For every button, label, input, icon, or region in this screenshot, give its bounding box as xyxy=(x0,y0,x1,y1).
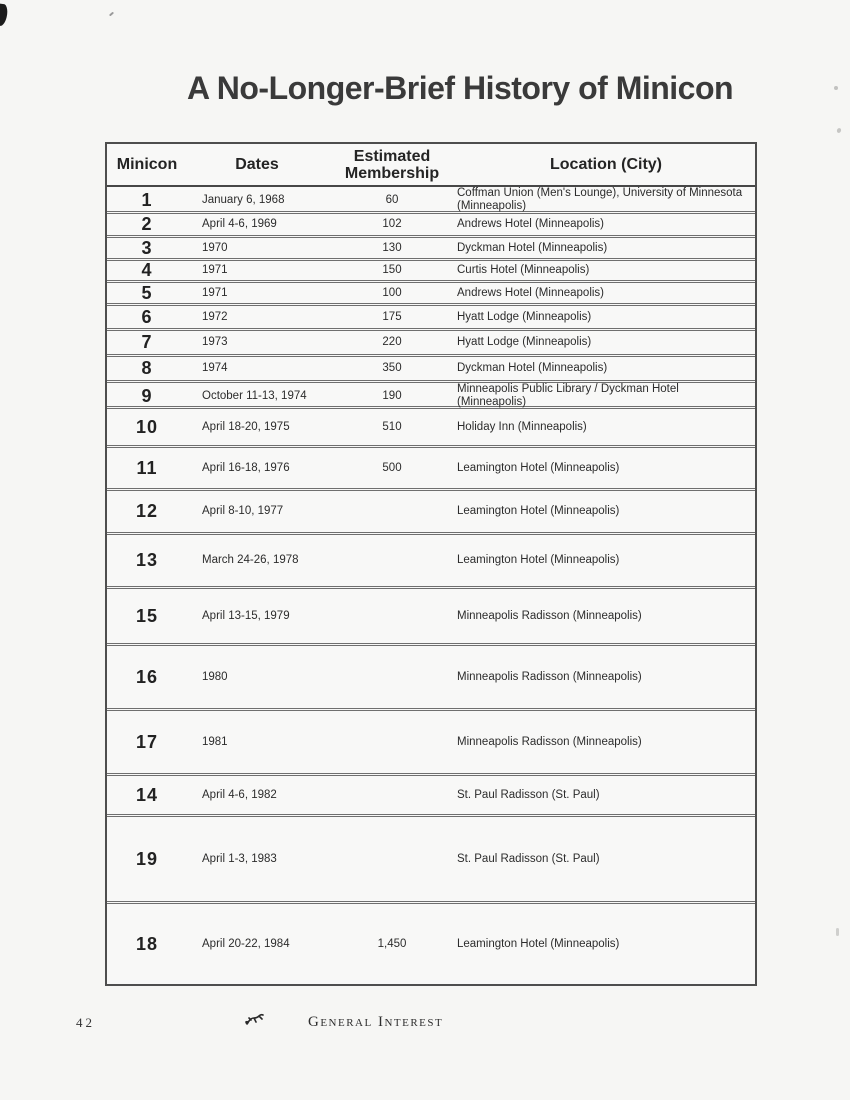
cell-membership: 100 xyxy=(382,286,402,299)
cell-location: Dyckman Hotel (Minneapolis) xyxy=(457,241,608,254)
cell-membership: 220 xyxy=(382,336,402,348)
cell-membership: 350 xyxy=(382,362,402,374)
cell-membership: 500 xyxy=(382,461,402,474)
table-body xyxy=(107,187,755,984)
page-number: 42 xyxy=(76,1015,95,1030)
cell-location: Curtis Hotel (Minneapolis) xyxy=(457,264,590,276)
table-header-row xyxy=(107,144,755,187)
cell-dates: 1973 xyxy=(202,336,228,348)
cell-location: Andrews Hotel (Minneapolis) xyxy=(457,286,605,299)
cell-minicon: 11 xyxy=(136,457,158,478)
cell-dates: April 1-3, 1983 xyxy=(202,852,277,865)
cell-minicon: 17 xyxy=(135,731,159,752)
cell-location: Minneapolis Radisson (Minneapolis) xyxy=(457,670,642,683)
cell-minicon: 9 xyxy=(141,385,153,406)
column-header: Estimated Membership xyxy=(344,147,440,182)
cell-dates: 1972 xyxy=(202,310,228,323)
cell-membership: 130 xyxy=(382,241,402,254)
cell-location: Minneapolis Radisson (Minneapolis) xyxy=(457,735,642,748)
cell-minicon: 12 xyxy=(135,501,159,521)
cell-location: St. Paul Radisson (St. Paul) xyxy=(457,852,600,865)
cell-dates: 1970 xyxy=(202,241,228,254)
scan-artifact xyxy=(836,928,839,936)
table-row xyxy=(107,776,755,817)
scan-artifact xyxy=(834,86,838,90)
cell-dates: April 13-15, 1979 xyxy=(202,609,290,622)
cell-dates: April 20-22, 1984 xyxy=(202,937,290,950)
cell-location: St. Paul Radisson (St. Paul) xyxy=(457,788,600,801)
cell-minicon: 1 xyxy=(141,189,153,210)
cell-minicon: 10 xyxy=(135,416,159,437)
cell-location: Hyatt Lodge (Minneapolis) xyxy=(457,336,592,348)
cell-dates: 1980 xyxy=(202,670,228,683)
cell-location: Minneapolis Public Library / Dyckman Hotel (Minneapolis) xyxy=(457,383,679,408)
cell-membership: 1,450 xyxy=(377,937,407,950)
cell-dates: April 16-18, 1976 xyxy=(202,461,290,474)
cell-dates: April 4-6, 1969 xyxy=(202,218,277,230)
cell-minicon: 6 xyxy=(141,306,153,327)
cell-minicon: 15 xyxy=(135,605,159,626)
table-row xyxy=(107,535,755,589)
cell-location: Minneapolis Radisson (Minneapolis) xyxy=(457,609,642,622)
table-row xyxy=(107,306,755,331)
column-header: Location (City) xyxy=(550,156,662,173)
cell-membership: 510 xyxy=(382,420,402,433)
table-row xyxy=(107,448,755,491)
cell-location: Coffman Union (Men's Lounge), University of Minnesota (Minneapolis) xyxy=(457,187,743,212)
cell-membership: 60 xyxy=(385,193,399,206)
cell-membership: 102 xyxy=(382,218,402,230)
table-row xyxy=(107,589,755,646)
cell-dates: 1981 xyxy=(202,735,228,748)
scan-artifact xyxy=(836,127,842,133)
cell-minicon: 16 xyxy=(135,666,159,687)
cell-minicon: 14 xyxy=(135,784,159,805)
cell-membership: 175 xyxy=(382,310,402,323)
cell-dates: March 24-26, 1978 xyxy=(202,554,299,566)
cell-minicon: 3 xyxy=(141,237,153,258)
cell-minicon: 4 xyxy=(141,260,153,280)
cell-dates: January 6, 1968 xyxy=(202,193,285,206)
cell-dates: April 18-20, 1975 xyxy=(202,420,290,433)
cell-location: Leamington Hotel (Minneapolis) xyxy=(457,937,620,950)
cell-dates: 1974 xyxy=(202,362,228,374)
cell-membership: 190 xyxy=(382,389,402,402)
cell-location: Andrews Hotel (Minneapolis) xyxy=(457,218,605,230)
table-row xyxy=(107,409,755,448)
cell-location: Holiday Inn (Minneapolis) xyxy=(457,420,587,433)
table-row xyxy=(107,646,755,711)
table-row xyxy=(107,491,755,535)
table-row xyxy=(107,283,755,306)
table-row xyxy=(107,187,755,214)
cell-minicon: 7 xyxy=(141,332,153,352)
cell-dates: April 8-10, 1977 xyxy=(202,505,284,517)
table-row xyxy=(107,904,755,984)
table-row xyxy=(107,711,755,776)
cell-minicon: 8 xyxy=(141,358,153,378)
column-header: Minicon xyxy=(116,156,178,173)
cell-dates: 1971 xyxy=(202,264,228,276)
cell-minicon: 5 xyxy=(141,282,153,303)
table-row xyxy=(107,357,755,383)
table-row xyxy=(107,817,755,904)
cell-location: Dyckman Hotel (Minneapolis) xyxy=(457,362,608,374)
table-row xyxy=(107,383,755,409)
printers-ornament-icon xyxy=(243,1010,265,1031)
cell-location: Hyatt Lodge (Minneapolis) xyxy=(457,310,592,323)
cell-location: Leamington Hotel (Minneapolis) xyxy=(457,554,620,566)
table-row xyxy=(107,238,755,261)
cell-dates: October 11-13, 1974 xyxy=(202,389,307,402)
column-header: Dates xyxy=(235,156,279,173)
cell-location: Leamington Hotel (Minneapolis) xyxy=(457,505,620,517)
minicon-history-table xyxy=(105,142,757,986)
table-row xyxy=(107,331,755,357)
scan-artifact xyxy=(109,12,114,17)
cell-minicon: 18 xyxy=(135,933,159,954)
cell-location: Leamington Hotel (Minneapolis) xyxy=(457,461,620,474)
table-row xyxy=(107,261,755,283)
cell-dates: April 4-6, 1982 xyxy=(202,788,277,801)
page-title: A No-Longer-Brief History of Minicon xyxy=(186,70,734,106)
section-label: General Interest xyxy=(308,1014,444,1030)
cell-minicon: 19 xyxy=(135,848,159,869)
cell-membership: 150 xyxy=(382,264,402,276)
cell-dates: 1971 xyxy=(202,286,228,299)
cell-minicon: 13 xyxy=(135,550,159,570)
cell-minicon: 2 xyxy=(141,214,153,234)
scan-artifact xyxy=(0,3,8,26)
table-row xyxy=(107,214,755,238)
